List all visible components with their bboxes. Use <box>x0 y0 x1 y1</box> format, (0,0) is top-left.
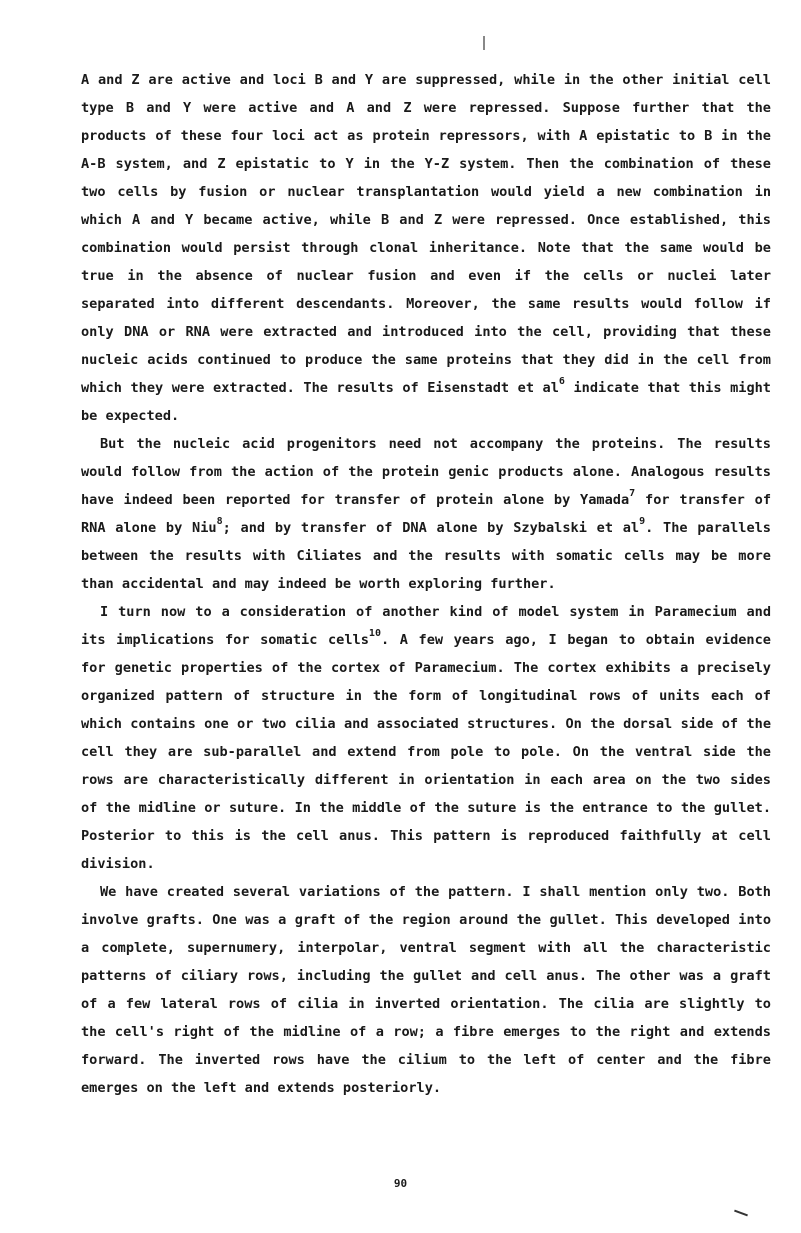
scan-mark-corner <box>734 1210 748 1217</box>
document-body <box>81 66 771 1102</box>
text-run: But the nucleic acid progenitors need not accompany the proteins. The results would follow from the action of the protein genic products alone. Analogous results have indeed been reported for transfer of protein alone by Yamada <box>81 436 771 508</box>
paragraph-1 <box>81 66 771 430</box>
paragraph-2 <box>81 430 771 598</box>
text-run: . A few years ago, I began to obtain evidence for genetic properties of the cortex of Paramecium. The cortex exhibits a precisely organized pattern of structure in the form of longitudinal rows of units each of which contains one or two cilia and associated structures. On the dorsal side of the cell they are sub-parallel and extend from pole to pole. On the ventral side the rows are characteristically different in orientation in each area on the two sides of the midline or suture. In the middle of the suture is the entrance to the gullet. Posterior to this is the cell anus. This pattern is reproduced faithfully at cell division. <box>81 632 771 872</box>
text-run: A and Z are active and loci B and Y are suppressed, while in the other initial cell type B and Y were active and A and Z were repressed. Suppose further that the products of these four loci act as protein repressors, with A epistatic to B in the A-B system, and Z epistatic to Y in the Y-Z system. Then the combination of these two cells by fusion or nuclear transplantation would yield a new combination in which A and Y became active, while B and Z were repressed. Once established, this combination would persist through clonal inheritance. Note that the same would be true in the absence of nuclear fusion and even if the cells or nuclei later separated into different descendants. Moreover, the same results would follow if only DNA or RNA were extracted and introduced into the cell, providing that these nucleic acids continued to produce the same proteins that they did in the cell from which they were extracted. The results of Eisenstadt et al <box>81 72 771 396</box>
text-run: I turn now to a consideration of another kind of model system in Paramecium and its implications for somatic cells <box>81 604 771 648</box>
paragraph-4 <box>81 878 771 1102</box>
reference-superscript: 9 <box>639 516 646 527</box>
reference-superscript: 8 <box>216 516 223 527</box>
text-run: We have created several variations of the pattern. I shall mention only two. Both involve grafts. One was a graft of the region around the gullet. This developed into a complete, supernumery, interpolar, ventral segment with all the characteristic patterns of ciliary rows, including the gullet and cell anus. The other was a graft of a few lateral rows of cilia in inverted orientation. The cilia are slightly to the cell's right of the midline of a row; a fibre emerges to the right and extends forward. The inverted rows have the cilium to the left of center and the fibre emerges on the left and extends posteriorly. <box>81 884 771 1096</box>
scan-mark-top <box>483 36 485 50</box>
text-run: ; and by transfer of DNA alone by Szybalski et al <box>222 520 640 536</box>
text-run: for transfer of RNA alone by Niu <box>81 492 772 536</box>
page-number: 90 <box>393 1177 408 1190</box>
reference-superscript: 6 <box>558 376 565 387</box>
reference-superscript: 10 <box>368 628 381 639</box>
text-run: . The parallels between the results with Ciliates and the results with somatic cells may be more than accidental and may indeed be worth exploring further. <box>81 520 771 592</box>
reference-superscript: 7 <box>629 488 636 499</box>
paragraph-3 <box>81 598 771 878</box>
text-run: indicate that this might be expected. <box>81 380 771 424</box>
